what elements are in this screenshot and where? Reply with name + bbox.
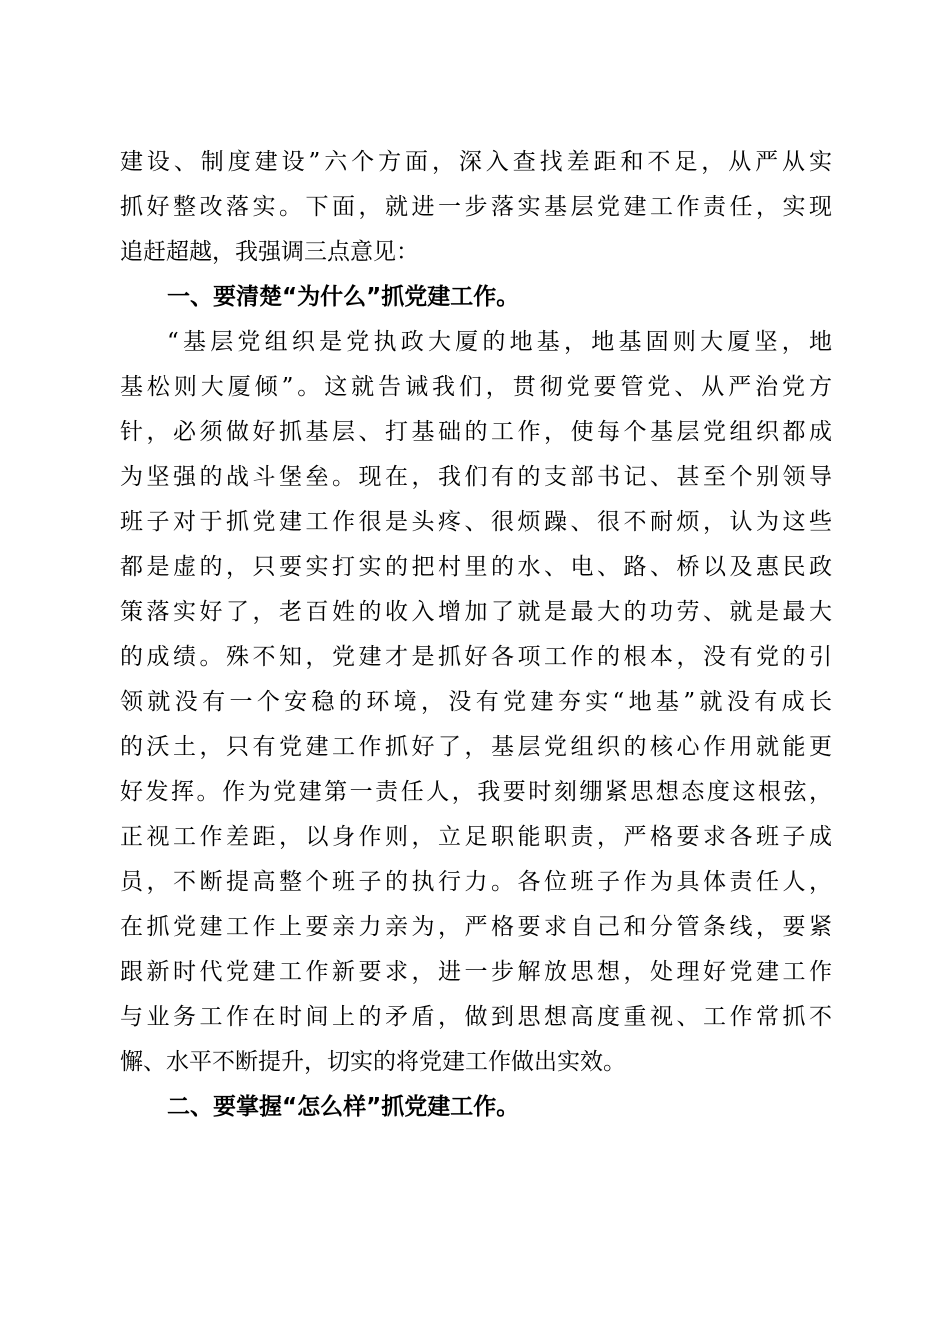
intro-paragraph bbox=[120, 140, 832, 275]
paragraph-line: 在抓党建工作上要亲力亲为，严格要求自己和分管条线，要紧 bbox=[120, 914, 832, 940]
paragraph-line: 为坚强的战斗堡垒。现在，我们有的支部书记、甚至个别领导 bbox=[120, 464, 832, 490]
paragraph-line: 都是虚的，只要实打实的把村里的水、电、路、桥以及惠民政 bbox=[120, 554, 832, 580]
paragraph-line: 正视工作差距，以身作则，立足职能职责，严格要求各班子成 bbox=[120, 824, 832, 850]
paragraph-line: 班子对于抓党建工作很是头疼、很烦躁、很不耐烦，认为这些 bbox=[120, 509, 832, 535]
section-heading-2: 二、要掌握“怎么样”抓党建工作。 bbox=[167, 1094, 520, 1120]
paragraph-line: 追赶超越，我强调三点意见： bbox=[120, 239, 419, 265]
paragraph-line: 策落实好了，老百姓的收入增加了就是最大的功劳、就是最大 bbox=[120, 599, 832, 625]
paragraph-line: 的成绩。殊不知，党建才是抓好各项工作的根本，没有党的引 bbox=[120, 644, 832, 670]
paragraph-line: 跟新时代党建工作新要求，进一步解放思想，处理好党建工作 bbox=[120, 959, 832, 985]
paragraph-line: 懈、水平不断提升，切实的将党建工作做出实效。 bbox=[120, 1049, 626, 1075]
paragraph-line: 基松则大厦倾”。这就告诫我们，贯彻党要管党、从严治党方 bbox=[120, 374, 832, 400]
section-heading-1: 一、要清楚“为什么”抓党建工作。 bbox=[167, 284, 520, 310]
paragraph-line: 抓好整改落实。下面，就进一步落实基层党建工作责任，实现 bbox=[120, 194, 832, 220]
paragraph-line: 员，不断提高整个班子的执行力。各位班子作为具体责任人， bbox=[120, 869, 832, 895]
document-body bbox=[120, 140, 832, 1130]
paragraph-line: “基层党组织是党执政大厦的地基，地基固则大厦坚，地 bbox=[167, 329, 832, 355]
paragraph-line: 的沃土，只有党建工作抓好了，基层党组织的核心作用就能更 bbox=[120, 734, 832, 760]
paragraph-line: 建设、制度建设”六个方面，深入查找差距和不足，从严从实 bbox=[120, 149, 832, 175]
paragraph-line: 与业务工作在时间上的矛盾，做到思想高度重视、工作常抓不 bbox=[120, 1004, 832, 1030]
paragraph-line: 好发挥。作为党建第一责任人，我要时刻绷紧思想态度这根弦， bbox=[120, 779, 832, 805]
paragraph-line: 针，必须做好抓基层、打基础的工作，使每个基层党组织都成 bbox=[120, 419, 832, 445]
paragraph-line: 领就没有一个安稳的环境，没有党建夯实“地基”就没有成长 bbox=[120, 689, 832, 715]
section-1-paragraph bbox=[120, 320, 832, 1085]
